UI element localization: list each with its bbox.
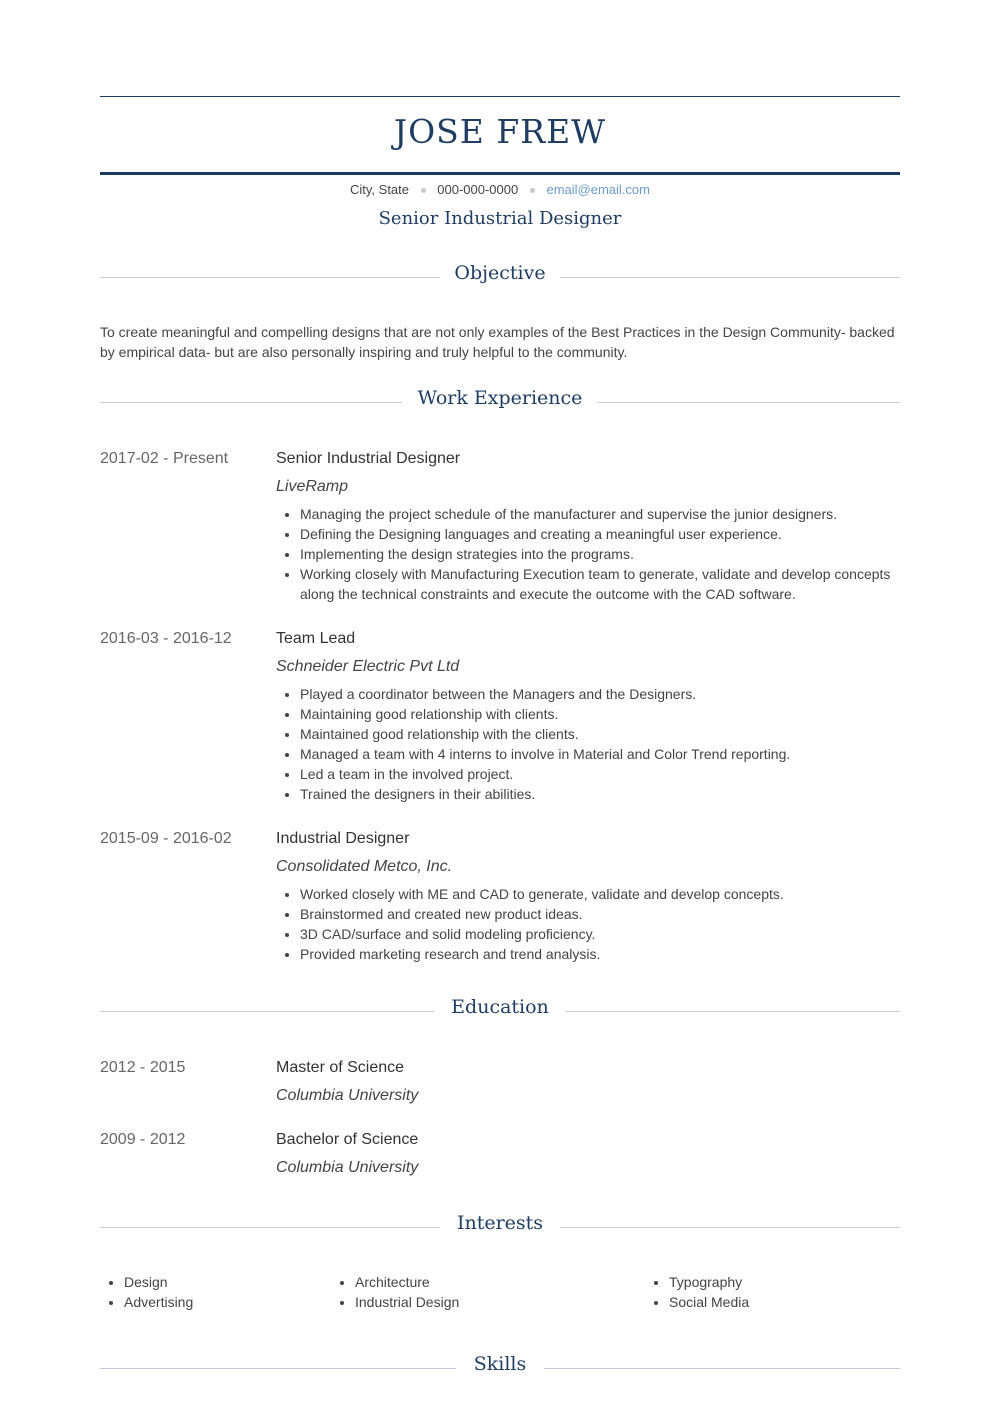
interests-column — [645, 1272, 749, 1312]
education-degree: Bachelor of Science — [276, 1131, 419, 1148]
bullet-item: • Working closely with Manufacturing Execution team to generate, validate and develop concepts along the technical constraints and execute the outcome with the CAD software. — [300, 564, 920, 604]
section-heading-interests — [100, 1212, 900, 1242]
interests-column — [331, 1272, 459, 1312]
work-date: 2015-09 - 2016-02 — [100, 830, 232, 847]
work-role: Industrial Designer — [276, 830, 410, 847]
bullet-item: • Brainstormed and created new product ideas. — [300, 904, 920, 924]
header-rule-top — [100, 96, 900, 97]
work-date: 2017-02 - Present — [100, 450, 229, 467]
section-heading-education — [100, 996, 900, 1026]
job-title: Senior Industrial Designer — [378, 208, 622, 229]
interest-item: • Typography — [669, 1272, 749, 1292]
work-role: Senior Industrial Designer — [276, 450, 461, 467]
work-bullets — [276, 684, 920, 804]
section-title: Interests — [456, 1212, 544, 1234]
interest-item: • Industrial Design — [355, 1292, 459, 1312]
education-degree: Master of Science — [276, 1059, 405, 1076]
section-heading-work — [100, 387, 900, 417]
work-company: LiveRamp — [276, 478, 349, 495]
objective-text: To create meaningful and compelling designs that are not only examples of the Best Practices in the Design Community- backed by empirical data- but are also personally inspiring and truly helpful to the community. — [100, 324, 895, 360]
work-role: Team Lead — [276, 630, 356, 647]
bullet-item: • Implementing the design strategies into the programs. — [300, 544, 920, 564]
bullet-item: • Maintaining good relationship with clients. — [300, 704, 920, 724]
education-date: 2009 - 2012 — [100, 1131, 186, 1148]
location: City, State — [350, 182, 410, 197]
bullet-item: • Worked closely with ME and CAD to generate, validate and develop concepts. — [300, 884, 920, 904]
section-heading-objective — [100, 262, 900, 292]
separator-dot — [530, 188, 535, 193]
work-bullets — [276, 504, 920, 604]
contact-line — [100, 182, 900, 197]
section-title: Objective — [454, 262, 546, 284]
bullet-item: • Provided marketing research and trend analysis. — [300, 944, 920, 964]
bullet-item: • Maintained good relationship with the clients. — [300, 724, 920, 744]
header-rule-bottom — [100, 172, 900, 175]
work-company: Consolidated Metco, Inc. — [276, 858, 453, 875]
education-school: Columbia University — [276, 1087, 419, 1104]
work-date: 2016-03 - 2016-12 — [100, 630, 232, 647]
bullet-item: • Played a coordinator between the Managers and the Designers. — [300, 684, 920, 704]
bullet-item: • 3D CAD/surface and solid modeling proficiency. — [300, 924, 920, 944]
work-company: Schneider Electric Pvt Ltd — [276, 658, 460, 675]
section-title: Skills — [473, 1353, 527, 1375]
education-school: Columbia University — [276, 1159, 419, 1176]
interests-column — [100, 1272, 193, 1312]
email-link[interactable]: email@email.com — [546, 182, 650, 197]
section-heading-skills — [100, 1353, 900, 1383]
bullet-item: • Led a team in the involved project. — [300, 764, 920, 784]
section-title: Education — [451, 996, 549, 1018]
bullet-item: • Managing the project schedule of the manufacturer and supervise the junior designers. — [300, 504, 920, 524]
interest-item: • Design — [124, 1272, 193, 1292]
interest-item: • Advertising — [124, 1292, 193, 1312]
interest-item: • Social Media — [669, 1292, 749, 1312]
section-title: Work Experience — [417, 387, 583, 409]
phone: 000-000-0000 — [437, 182, 519, 197]
work-bullets — [276, 884, 920, 964]
bullet-item: • Defining the Designing languages and creating a meaningful user experience. — [300, 524, 920, 544]
bullet-item: • Trained the designers in their abilities. — [300, 784, 920, 804]
education-date: 2012 - 2015 — [100, 1059, 186, 1076]
interest-item: • Architecture — [355, 1272, 459, 1292]
separator-dot — [421, 188, 426, 193]
bullet-item: • Managed a team with 4 interns to involve in Material and Color Trend reporting. — [300, 744, 920, 764]
candidate-name: JOSE FREW — [393, 112, 607, 151]
